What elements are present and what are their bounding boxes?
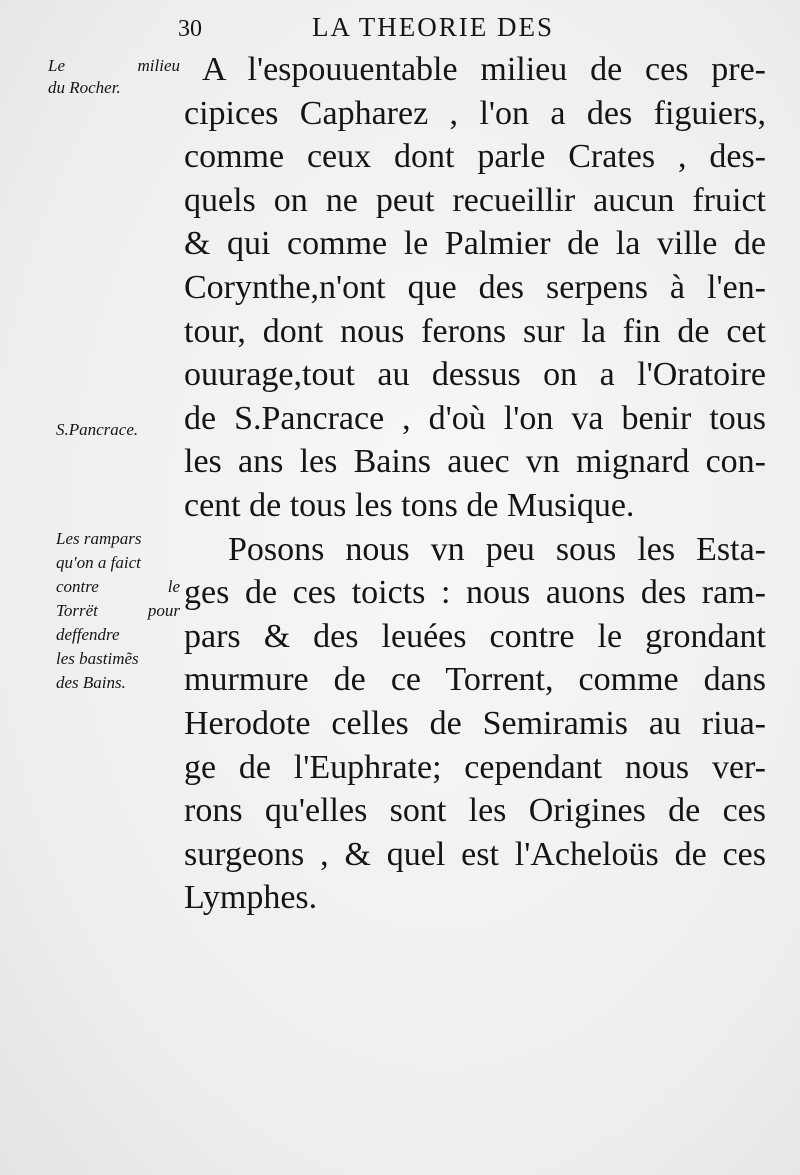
text-line: ge de l'Euphrate; cependant nous ver-	[184, 748, 766, 786]
text-line: pars & des leuées contre le grondant	[184, 617, 766, 655]
text-line: rons qu'elles sont les Origines de ces	[184, 792, 766, 830]
margin-note-line: Torrët pour	[56, 601, 180, 620]
text-line: ouurage,tout au dessus on a l'Oratoire	[184, 356, 766, 394]
text-line: tour, dont nous ferons sur la fin de cet	[184, 312, 766, 350]
text-line: surgeons , & quel est l'Acheloüs de ces	[184, 835, 766, 873]
text-line: ges de ces toicts : nous auons des ram-	[184, 574, 766, 612]
text-line: cipices Capharez , l'on a des figuiers,	[184, 94, 766, 132]
text-line: Posons nous vn peu sous les Esta-	[228, 530, 766, 568]
margin-note-pancrace	[56, 419, 188, 441]
margin-notes	[0, 0, 185, 1175]
page-header	[170, 2, 690, 42]
margin-note-line: Les rampars	[56, 529, 142, 548]
margin-note-line: des Bains.	[56, 673, 126, 692]
text-line: les ans les Bains auec vn mignard con-	[184, 443, 766, 481]
text-line: Herodote celles de Semiramis au riua-	[184, 704, 766, 742]
margin-note-line: Le milieu	[48, 56, 180, 75]
text-line: Lymphes.	[184, 879, 318, 917]
text-line: A l'espouuentable milieu de ces pre-	[202, 51, 766, 88]
main-text	[184, 48, 766, 920]
text-line: cent de tous les tons de Musique.	[184, 486, 635, 524]
margin-note-line: les bastimẽs	[56, 649, 139, 668]
page-number: 30	[178, 16, 202, 42]
text-line: de S.Pancrace , d'où l'on va benir tous	[184, 399, 766, 437]
text-line: comme ceux dont parle Crates , des-	[184, 138, 766, 176]
margin-note-milieu	[48, 55, 180, 99]
text-line: & qui comme le Palmier de la ville de	[184, 225, 766, 263]
text-line: quels on ne peut recueillir aucun fruict	[184, 181, 766, 219]
text-line: Corynthe,n'ont que des serpens à l'en-	[184, 268, 766, 306]
margin-note-line: deffendre	[56, 625, 120, 644]
margin-note-line: contre le	[56, 577, 180, 596]
running-title: LA THEORIE DES	[312, 12, 554, 42]
margin-note-line: qu'on a faict	[56, 553, 141, 572]
text-line: murmure de ce Torrent, comme dans	[184, 661, 766, 699]
margin-note-line: du Rocher.	[48, 78, 121, 97]
margin-note-rampars	[56, 527, 180, 695]
margin-note-line: S.Pancrace.	[56, 420, 139, 439]
